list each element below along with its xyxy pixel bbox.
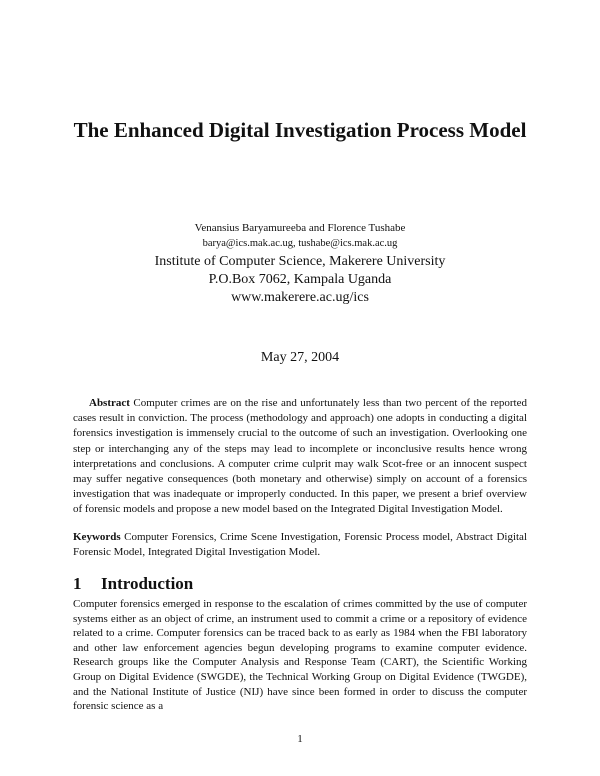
author-emails: barya@ics.mak.ac.ug, tushabe@ics.mak.ac.ug <box>202 238 398 249</box>
abstract-text: Computer crimes are on the rise and unfortunately less than two percent of the reported cases result in conviction. The process (methodology and approach) one adopts in conducting a digital forensics investigation is immensely crucial to the outcome of such an investigation. Overlooking one step or interchanging any of the steps may lead to incomplete or inconclusive results hence wrong interpretations and conclusions. A computer crime culprit may walk Scot-free or an innocent suspect may suffer negative consequences (both monetary and otherwise) simply on account of a forensics investigation that was inadequate or improperly conducted. In this paper, we present a brief overview of forensic models and propose a new model based on the Integrated Digital Investigation Model. <box>73 397 527 516</box>
abstract-label: Abstract <box>89 397 130 409</box>
abstract <box>73 396 527 518</box>
paper-authors: Venansius Baryamureeba and Florence Tushabe <box>194 222 406 234</box>
keywords-text: Computer Forensics, Crime Scene Investigation, Forensic Process model, Abstract Digital Forensic Model, Integrated Digital Investigation Model. <box>73 531 527 559</box>
paper-date: May 27, 2004 <box>260 350 340 365</box>
keywords-label: Keywords <box>73 531 121 543</box>
section-title: Introduction <box>101 574 194 593</box>
keywords <box>73 530 527 560</box>
section-number: 1 <box>73 574 82 593</box>
institute-address: P.O.Box 7062, Kampala Uganda <box>208 272 392 287</box>
institute-website: www.makerere.ac.ug/ics <box>231 290 369 305</box>
institute-name: Institute of Computer Science, Makerere University <box>154 254 446 269</box>
introduction-text: Computer forensics emerged in response to the escalation of crimes committed by the use of computer systems either as an object of crime, an instrument used to commit a crime or a repository of evidence related to a crime. Computer forensics can be traced back to as early as 1984 when the FBI laboratory and other law enforcement agencies begun developing programs to examine computer evidence. Research groups like the Computer Analysis and Response Team (CART), the Scientific Working Group on Digital Evidence (SWGDE), the Technical Working Group on Digital Evidence (TWGDE), and the National Institute of Justice (NIJ) have since been formed in order to discuss the computer forensic science as a <box>73 598 527 713</box>
paper-title: The Enhanced Digital Investigation Process Model <box>73 118 527 142</box>
page-number: 1 <box>297 733 303 745</box>
section-heading <box>73 574 193 594</box>
